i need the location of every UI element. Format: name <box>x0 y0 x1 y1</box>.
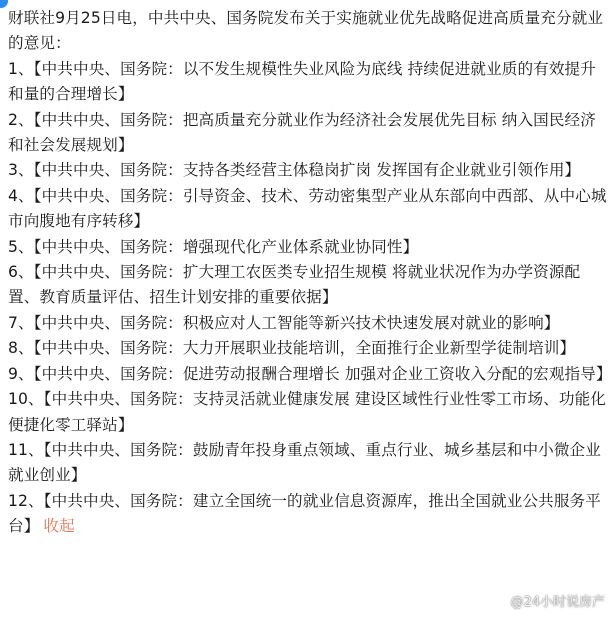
list-item: 9、【中共中央、国务院：促进劳动报酬合理增长 加强对企业工资收入分配的宏观指导】 <box>8 364 612 383</box>
list-item: 7、【中共中央、国务院：积极应对人工智能等新兴技术快速发展对就业的影响】 <box>8 313 560 332</box>
list-item: 8、【中共中央、国务院：大力开展职业技能培训，全面推行企业新型学徒制培训】 <box>8 339 576 358</box>
list-item-last <box>8 489 608 540</box>
list-item: 4、【中共中央、国务院：引导资金、技术、劳动密集型产业从东部向中西部、从中心城市向腹地有序转移】 <box>8 186 607 231</box>
list-item: 3、【中共中央、国务院：支持各类经营主体稳岗扩岗 发挥国有企业就业引领作用】 <box>8 161 581 180</box>
post-body <box>8 6 612 540</box>
collapse-button[interactable]: 收起 <box>43 517 75 536</box>
verified-badge-icon <box>0 0 8 8</box>
post-intro: 财联社9月25日电，中共中央、国务院发布关于实施就业优先战略促进高质量充分就业的意见： <box>8 9 604 53</box>
list-item: 2、【中共中央、国务院：把高质量充分就业作为经济社会发展优先目标 纳入国民经济和社会发展规划】 <box>8 110 596 155</box>
list-item: 11、【中共中央、国务院：鼓励青年投身重点领域、重点行业、城乡基层和中小微企业就业创业】 <box>8 440 601 485</box>
list-item: 6、【中共中央、国务院：扩大理工农医类专业招生规模 将就业状况作为办学资源配置、教育质量评估、招生计划安排的重要依据】 <box>8 263 581 307</box>
list-item: 1、【中共中央、国务院：以不发生规模性失业风险为底线 持续促进就业质的有效提升和量的合理增长】 <box>8 59 596 104</box>
watermark: @24小时说房产 <box>510 595 605 610</box>
list-item-text: 12、【中共中央、国务院：建立全国统一的就业信息资源库，推出全国就业公共服务平台】 <box>8 491 601 536</box>
list-item: 5、【中共中央、国务院：增强现代化产业体系就业协同性】 <box>8 237 419 256</box>
list-item: 10、【中共中央、国务院：支持灵活就业健康发展 建设区域性行业性零工市场、功能化便捷化零工驿站】 <box>8 390 606 434</box>
